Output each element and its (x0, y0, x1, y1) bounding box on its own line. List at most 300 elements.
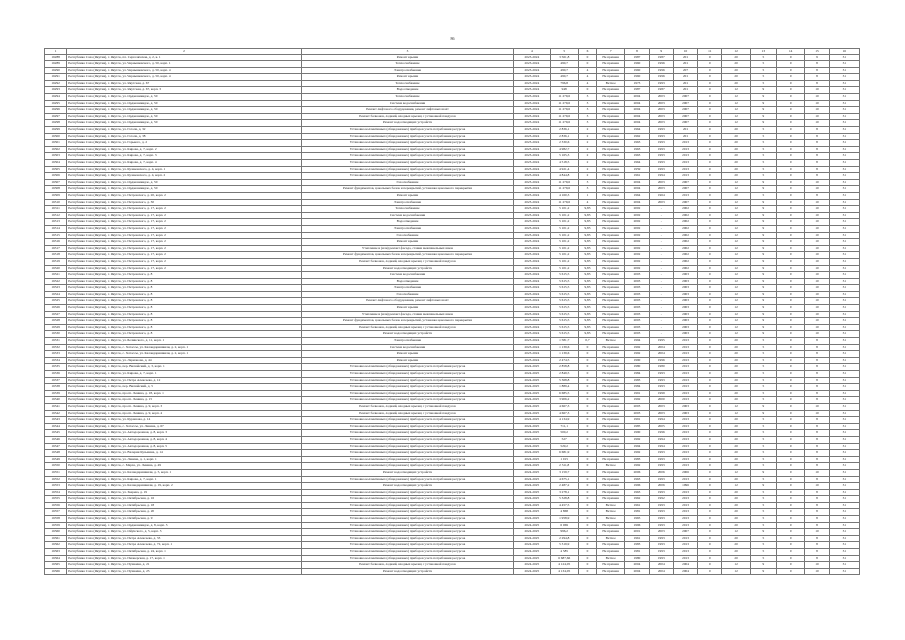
table-row (45, 549, 860, 556)
table-cell: 10 (805, 87, 829, 94)
table-cell: Республика Саха (Якутия), г. Якутск, ул. Гоголя, д. 38 (67, 133, 302, 140)
table-cell: 2003 (649, 199, 673, 206)
table-cell: Установка коллективных (общедомовых) приборов учета потребления ресурсов (301, 549, 513, 556)
table-cell: Установка коллективных (общедомовых) приборов учета потребления ресурсов (301, 436, 513, 443)
table-cell: 5 (750, 54, 776, 61)
table-cell: 2023-2024 (514, 192, 550, 199)
table-cell: Не признан (597, 232, 625, 239)
table-cell: 0 (698, 186, 722, 193)
table-cell: 490,7 (550, 61, 578, 68)
table-cell: 11 279,6 (550, 120, 578, 127)
table-row (45, 67, 860, 74)
table-cell: 12 (722, 278, 750, 285)
table-cell: 2024-2025 (514, 529, 550, 536)
table-cell: Не признан (597, 529, 625, 536)
table-cell: 20 (722, 502, 750, 509)
table-cell: 10 (805, 311, 829, 318)
table-cell: Республика Саха (Якутия), г. Якутск, ул. Петровского, д. 8 (67, 298, 302, 305)
table-cell: 1993 (649, 549, 673, 556)
table-cell: 31 (829, 417, 859, 424)
table-cell: 1973 (625, 80, 649, 87)
table-cell: 20 (722, 384, 750, 391)
table-row (45, 390, 860, 397)
table-cell: 1964 (625, 127, 649, 134)
table-cell: 0 (578, 562, 596, 569)
table-cell: 2003 (673, 305, 697, 312)
table-cell: 201 (673, 80, 697, 87)
table-cell: 2024-2025 (514, 496, 550, 503)
table-cell: Не признан (597, 94, 625, 101)
table-cell: 0 (698, 469, 722, 476)
table-cell: Установка коллективных (общедомовых) приборов учета потребления ресурсов (301, 529, 513, 536)
table-cell: 0 (698, 219, 722, 226)
table-cell: Не признан (597, 212, 625, 219)
table-cell: 2023-2024 (514, 258, 550, 265)
table-cell: Установка коллективных (общедомовых) приборов учета потребления ресурсов (301, 496, 513, 503)
table-cell: 0 (698, 285, 722, 292)
table-cell: 20 (722, 192, 750, 199)
table-cell: 0 (698, 344, 722, 351)
table-cell: 31 (829, 476, 859, 483)
table-cell: 2003 (649, 403, 673, 410)
table-cell: 2013 (673, 522, 697, 529)
table-cell: 31 (829, 430, 859, 437)
table-cell: 8 (805, 535, 829, 542)
table-cell: 201 (673, 127, 697, 134)
table-cell: 1990 (625, 430, 649, 437)
table-cell: 16316 (45, 239, 67, 246)
table-cell: 12 (722, 107, 750, 114)
table-cell: 10 (805, 94, 829, 101)
column-number: 10 (673, 49, 697, 55)
table-cell: 2002 (673, 239, 697, 246)
table-cell: Установка коллективных (общедомовых) приборов учета потребления ресурсов (301, 384, 513, 391)
table-cell: 9 (750, 305, 776, 312)
table-cell: 31 (829, 535, 859, 542)
table-cell: 16343 (45, 417, 67, 424)
table-cell: 5 615,5 (550, 318, 578, 325)
table-cell: 0 (698, 67, 722, 74)
table-cell: 2003 (673, 318, 697, 325)
table-cell: 2024-2025 (514, 476, 550, 483)
table-cell: 10 (805, 403, 829, 410)
table-cell: 20 (722, 516, 750, 523)
table-cell: Не признан (597, 127, 625, 134)
table-cell: 16355 (45, 496, 67, 503)
table-cell: 8 (805, 140, 829, 147)
table-row (45, 258, 860, 265)
table-cell: 1961 (625, 173, 649, 180)
table-cell: 31 (829, 192, 859, 199)
table-cell: 2013 (673, 436, 697, 443)
table-cell: 12 (722, 100, 750, 107)
table-cell: 5 (750, 476, 776, 483)
table-cell: 0 (698, 403, 722, 410)
table-cell: 1993 (649, 516, 673, 523)
table-cell: 12 (722, 410, 750, 417)
table-cell: 9,83 (578, 265, 596, 272)
table-cell: 1963 (625, 476, 649, 483)
table-cell: 10 (805, 225, 829, 232)
table-cell: 1993 (649, 502, 673, 509)
table-cell: 0 (698, 555, 722, 562)
table-cell: 2013 (673, 344, 697, 351)
table-cell: Республика Саха (Якутия), г. Якутск, ул. Пионерская, д. 17, корп. 1 (67, 555, 302, 562)
table-cell: 4 675,1 (550, 476, 578, 483)
table-cell: 31 (829, 496, 859, 503)
table-cell: 20 (722, 153, 750, 160)
table-cell: 12 (722, 298, 750, 305)
table-cell: 16337 (45, 377, 67, 384)
table-cell: 4 134,05 (550, 568, 578, 575)
table-cell: Ветхое (597, 502, 625, 509)
table-cell: 1996 (649, 430, 673, 437)
table-cell: 0 (698, 483, 722, 490)
table-cell: - (649, 225, 673, 232)
table-cell: 1993 (649, 489, 673, 496)
table-cell: 2 (578, 153, 596, 160)
table-cell: 5 (750, 496, 776, 503)
table-cell: 16352 (45, 476, 67, 483)
table-cell: Республика Саха (Якутия), г. Якутск, ул. Петровского, д. 17, корп. 2 (67, 265, 302, 272)
table-cell: 2002 (673, 245, 697, 252)
table-cell: 0 (777, 239, 805, 246)
table-cell: 16307 (45, 179, 67, 186)
table-cell: 0 (578, 529, 596, 536)
table-cell: 1994 (649, 443, 673, 450)
table-cell: 1993 (649, 476, 673, 483)
table-cell: Не признан (597, 120, 625, 127)
table-row (45, 252, 860, 259)
table-cell: Не признан (597, 311, 625, 318)
table-cell: 5 (750, 127, 776, 134)
table-cell: 948 (550, 87, 578, 94)
table-cell: 2024-2025 (514, 463, 550, 470)
table-cell: Республика Саха (Якутия), г. Якутск, ул. Кирова, д. 7, корп. 4 (67, 160, 302, 167)
table-cell: 0 (698, 239, 722, 246)
table-cell: Республика Саха (Якутия), г. Якутск, ул. Петровского, д. 17, корп. 2 (67, 258, 302, 265)
table-cell: 2 858,8 (550, 364, 578, 371)
table-cell: 10 (805, 331, 829, 338)
table-cell: 20 (722, 127, 750, 134)
table-cell: Установка коллективных (общедомовых) приборов учета потребления ресурсов (301, 542, 513, 549)
table-cell: 16323 (45, 285, 67, 292)
table-cell: 1993 (649, 509, 673, 516)
table-cell: Республика Саха (Якутия), г. Якутск, ул. Орджоникидзе, д. 50 (67, 113, 302, 120)
table-cell: 2013 (673, 166, 697, 173)
table-cell: Не признан (597, 166, 625, 173)
table-row (45, 107, 860, 114)
table-cell: 5 (750, 436, 776, 443)
table-cell: Республика Саха (Якутия), г. Якутск, ул. Петровского, д. 17, корп. 2 (67, 232, 302, 239)
table-cell: 5 (750, 67, 776, 74)
table-row (45, 100, 860, 107)
table-cell: 1993 (649, 80, 673, 87)
table-cell: 12 (722, 562, 750, 569)
table-cell: 31 (829, 113, 859, 120)
table-cell: 2 294,8 (550, 535, 578, 542)
table-cell: 31 (829, 463, 859, 470)
table-cell: 2004 (625, 107, 649, 114)
table-cell: 1995 (649, 338, 673, 345)
table-cell: 10 (805, 568, 829, 575)
table-cell: 0 (777, 100, 805, 107)
table-cell: 10 (805, 298, 829, 305)
table-cell: 0 (578, 403, 596, 410)
table-cell: Республика Саха (Якутия), г. Якутск, ул. Якутская, д. 67, корп. 3 (67, 87, 302, 94)
table-cell: 2 836,1 (550, 127, 578, 134)
table-cell: 2003 (649, 529, 673, 536)
table-cell: 0 (698, 371, 722, 378)
table-cell: 1987 (649, 54, 673, 61)
table-cell: 0 (777, 410, 805, 417)
table-cell: 0 (777, 463, 805, 470)
table-cell: 2003 (673, 272, 697, 279)
table-cell: 9 (750, 225, 776, 232)
table-cell: 4 868 (550, 509, 578, 516)
table-cell: Водоотведение (301, 87, 513, 94)
table-cell: 5 101,2 (550, 239, 578, 246)
table-cell: Установка коллективных (общедомовых) приборов учета потребления ресурсов (301, 555, 513, 562)
table-cell: 16351 (45, 469, 67, 476)
table-cell: 1993 (649, 377, 673, 384)
table-cell: Республика Саха (Якутия), г. Якутск, пер. Вилюйский, д. 5 (67, 384, 302, 391)
table-cell: Не признан (597, 285, 625, 292)
table-cell: 2007 (673, 100, 697, 107)
table-cell: 9 (750, 113, 776, 120)
table-cell: Ремонт крыши (301, 192, 513, 199)
table-cell: 12 (722, 285, 750, 292)
table-cell: 2024-2025 (514, 469, 550, 476)
table-cell: Не признан (597, 331, 625, 338)
table-cell: Газоснабжение (301, 291, 513, 298)
table-cell: 10 (805, 219, 829, 226)
table-cell: Не признан (597, 371, 625, 378)
table-cell: Не признан (597, 133, 625, 140)
table-cell: Не признан (597, 199, 625, 206)
table-cell: 31 (829, 344, 859, 351)
table-cell: 2013 (673, 516, 697, 523)
table-cell: 2013 (673, 535, 697, 542)
table-cell: 8 (805, 351, 829, 358)
table-cell: 0 (698, 54, 722, 61)
table-cell: Не признан (597, 357, 625, 364)
table-cell: 20 (722, 54, 750, 61)
table-cell: 0 (698, 390, 722, 397)
table-cell: 1965 (625, 516, 649, 523)
table-cell: 9 (750, 258, 776, 265)
table-cell: 16300 (45, 133, 67, 140)
table-cell: 16365 (45, 562, 67, 569)
table-cell: 2013 (673, 443, 697, 450)
table-cell: 201 (673, 87, 697, 94)
table-cell: 1983 (625, 377, 649, 384)
table-cell: 2003 (625, 403, 649, 410)
table-row (45, 483, 860, 490)
table-cell: 1993 (649, 555, 673, 562)
table-cell: Республика Саха (Якутия), г. Якутск, с. Хатассы, ул. Каландаришвили, д. 2, корп. 1 (67, 344, 302, 351)
table-cell: 0 (578, 364, 596, 371)
table-cell: 2023-2024 (514, 179, 550, 186)
table-cell: 20 (722, 166, 750, 173)
table-cell: 0 (698, 542, 722, 549)
table-cell: 5 (750, 160, 776, 167)
table-cell: Не признан (597, 100, 625, 107)
table-cell: 8 (805, 397, 829, 404)
table-cell: Республика Саха (Якутия), г. Якутск, ул. Орджоникидзе, д. 8, корп. 3 (67, 522, 302, 529)
table-cell: Не признан (597, 113, 625, 120)
table-cell: 9,83 (578, 239, 596, 246)
table-cell: 0 (777, 107, 805, 114)
table-cell: 11 279,6 (550, 107, 578, 114)
table-cell: Республика Саха (Якутия), г. Якутск, ул. Октябрьская, д. 20 (67, 509, 302, 516)
table-cell: 2024-2025 (514, 371, 550, 378)
table-cell: 10 (805, 469, 829, 476)
table-cell: 0 (698, 133, 722, 140)
table-cell: 20 (722, 535, 750, 542)
table-cell: 2004 (625, 113, 649, 120)
table-cell: 0 (578, 489, 596, 496)
table-cell: 12 (722, 469, 750, 476)
table-cell: 0 (777, 54, 805, 61)
table-cell: 0 (777, 377, 805, 384)
table-cell: 10 (805, 100, 829, 107)
table-cell: 16322 (45, 278, 67, 285)
table-row (45, 272, 860, 279)
table-cell: 8 (805, 502, 829, 509)
table-cell: 20 (722, 140, 750, 147)
table-cell: 2024-2025 (514, 568, 550, 575)
table-cell: 1962 (625, 496, 649, 503)
table-cell: 2003 (625, 305, 649, 312)
table-cell: 20 (722, 371, 750, 378)
table-cell: 0 (698, 153, 722, 160)
table-cell: 12 (722, 258, 750, 265)
table-cell: 2007 (673, 120, 697, 127)
table-cell: 0 (777, 298, 805, 305)
table-cell: 10 (805, 206, 829, 213)
table-cell: 0 (777, 80, 805, 87)
capital-repair-table (44, 48, 860, 575)
table-cell: 2003 (649, 94, 673, 101)
table-cell: 20 (722, 476, 750, 483)
column-number: 13 (750, 49, 776, 55)
table-cell: - (649, 305, 673, 312)
table-cell: Не признан (597, 436, 625, 443)
table-cell: 1964 (649, 192, 673, 199)
table-cell: 20 (722, 344, 750, 351)
table-cell: 12 (722, 291, 750, 298)
table-cell: 20 (722, 463, 750, 470)
table-cell: 0 (578, 61, 596, 68)
table-cell: 0 (777, 285, 805, 292)
table-cell: 0 (698, 496, 722, 503)
table-row (45, 351, 860, 358)
table-cell: 16333 (45, 351, 67, 358)
table-cell: 2004 (625, 100, 649, 107)
table-cell: 0 (777, 390, 805, 397)
table-cell: 20 (722, 338, 750, 345)
table-cell: 8 (805, 338, 829, 345)
table-cell: 2002 (673, 225, 697, 232)
table-cell: 2023-2024 (514, 146, 550, 153)
table-cell: 0 (578, 417, 596, 424)
table-cell: Республика Саха (Якутия), г. Якутск, с. Марха, ул. Ленина, д. 49 (67, 463, 302, 470)
table-cell: Установка коллективных (общедомовых) приборов учета потребления ресурсов (301, 166, 513, 173)
table-cell: 0 (578, 450, 596, 457)
table-cell: Ремонт фундаментов, цокольных балок и перекрытий, установка цокольного перекрытия (301, 318, 513, 325)
table-cell: 5 (750, 535, 776, 542)
table-cell: 1993 (649, 450, 673, 457)
table-cell: 1990 (625, 357, 649, 364)
table-row (45, 127, 860, 134)
table-cell: 31 (829, 436, 859, 443)
table-cell: Не признан (597, 542, 625, 549)
table-row (45, 245, 860, 252)
table-cell: 20 (722, 549, 750, 556)
table-cell: 31 (829, 173, 859, 180)
column-number: 2 (67, 49, 302, 55)
table-cell: 8 (805, 357, 829, 364)
table-cell: 1993 (649, 371, 673, 378)
table-cell: 10 (805, 265, 829, 272)
table-cell: Республика Саха (Якутия), г. Якутск, ул. Каландаришвили, д. 19, корп. 2 (67, 483, 302, 490)
table-cell: 0 (777, 146, 805, 153)
table-cell: Республика Саха (Якутия), г. Якутск, ул. Курашова, д. 14 (67, 417, 302, 424)
table-cell: Республика Саха (Якутия), г. Якутск, ул. Белинского, д. 11, корп. 1 (67, 338, 302, 345)
table-cell: Республика Саха (Якутия), г. Якутск, ул. Октябрьская, д. 18 (67, 502, 302, 509)
table-cell: 0 (698, 173, 722, 180)
table-cell: 10 (805, 258, 829, 265)
table-cell: 2003 (625, 272, 649, 279)
table-cell: Республика Саха (Якутия), г. Якутск, ул. Петровского, д. 30 (67, 199, 302, 206)
column-number: 11 (698, 49, 722, 55)
table-cell: 16340 (45, 397, 67, 404)
table-cell: Республика Саха (Якутия), г. Якутск, ул. Чернышевского, д. 50, корп. 4 (67, 74, 302, 81)
table-cell: 2003 (673, 403, 697, 410)
table-cell: 8 (805, 555, 829, 562)
table-cell: 10 (805, 285, 829, 292)
table-cell: 0 (777, 199, 805, 206)
table-cell: 16353 (45, 483, 67, 490)
table-row (45, 377, 860, 384)
table-cell: Установка коллективных (общедомовых) приборов учета потребления ресурсов (301, 430, 513, 437)
table-cell: 2 487,2 (550, 483, 578, 490)
table-row (45, 186, 860, 193)
table-cell: 8 (805, 173, 829, 180)
table-cell: Республика Саха (Якутия), г. Якутск, ул. Петровского, д. 8 (67, 285, 302, 292)
table-cell: 2004 (625, 186, 649, 193)
table-cell: 9 (750, 291, 776, 298)
table-cell: 2023-2024 (514, 298, 550, 305)
table-cell: 0 (777, 450, 805, 457)
table-row (45, 502, 860, 509)
table-row (45, 192, 860, 199)
table-cell: 2004 (625, 179, 649, 186)
table-cell: 31 (829, 423, 859, 430)
table-body (45, 49, 860, 575)
table-cell: 31 (829, 278, 859, 285)
table-cell: 5 (750, 390, 776, 397)
table-cell: 2023-2024 (514, 87, 550, 94)
table-cell: Республика Саха (Якутия), г. Якутск, ул. Орджоникидзе, д. 50 (67, 120, 302, 127)
table-cell: Установка коллективных (общедомовых) приборов учета потребления ресурсов (301, 463, 513, 470)
table-cell: 5 (750, 384, 776, 391)
table-cell: Ремонт балконов, лоджий, входных крылец с установкой пандусов (301, 410, 513, 417)
table-cell: 1993 (649, 153, 673, 160)
table-cell: 0 (698, 166, 722, 173)
table-cell: 5 (750, 377, 776, 384)
